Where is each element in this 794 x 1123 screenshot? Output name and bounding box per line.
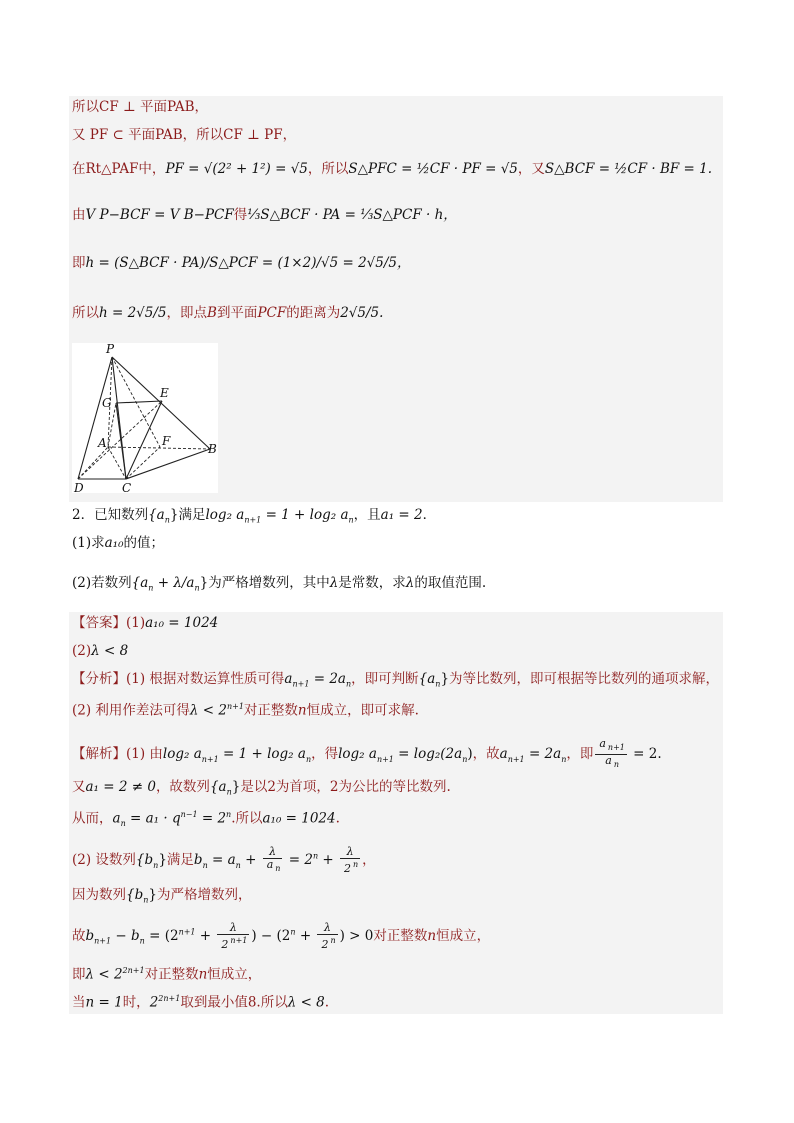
solution-line-2 xyxy=(72,778,451,802)
subscript: n+1 xyxy=(292,679,310,689)
formula: ) − (2 xyxy=(251,927,291,944)
formula: λ < 2 xyxy=(189,702,227,719)
text: 对正整数 xyxy=(144,966,199,983)
answer-tag: 【答案】 xyxy=(72,615,126,631)
fraction xyxy=(263,846,283,875)
subscript: n xyxy=(148,583,154,593)
numerator: λ xyxy=(340,846,360,859)
formula: } xyxy=(148,887,157,903)
formula: {a xyxy=(418,671,436,687)
pyramid-diagram xyxy=(72,343,218,493)
superscript: 2n+1 xyxy=(122,966,145,975)
solution-line-1 xyxy=(72,738,662,771)
formula: ) > 0 xyxy=(339,927,374,944)
subscript: n xyxy=(120,819,126,829)
subscript: n xyxy=(348,515,354,525)
superscript: n xyxy=(226,810,232,819)
numerator: λ xyxy=(217,922,249,935)
formula: log₂ a xyxy=(338,746,377,763)
subscript: n+1 xyxy=(507,754,525,764)
proof-line-6 xyxy=(72,304,383,322)
subscript: n xyxy=(561,754,567,764)
formula: = 1 + log₂ a xyxy=(261,507,349,523)
formula: = (2 xyxy=(144,927,179,944)
superscript: n+1 xyxy=(178,927,196,937)
text: 2 xyxy=(321,937,329,951)
formula: 2√5/5. xyxy=(340,305,384,321)
text: ，即可判断 xyxy=(351,671,419,687)
analysis-line-1 xyxy=(72,670,719,694)
text: }满足 xyxy=(169,507,206,523)
text: ，即 xyxy=(566,746,594,763)
label-G: G xyxy=(102,396,112,410)
symbol: λ xyxy=(329,575,339,591)
subscript: n xyxy=(275,864,281,874)
formula: = log₂(2a xyxy=(393,746,463,763)
superscript: n xyxy=(330,936,336,945)
solution-line-3 xyxy=(72,806,340,833)
text: 得 xyxy=(233,207,248,223)
proof-line-3 xyxy=(72,160,712,178)
label-A: A xyxy=(98,436,107,450)
text: 2 xyxy=(344,861,351,875)
subscript: n xyxy=(613,760,619,770)
fraction xyxy=(340,846,360,875)
formula: 2 xyxy=(149,994,159,1011)
text: 因为数列 xyxy=(72,887,126,903)
point-label: B xyxy=(207,305,217,321)
subscript: n xyxy=(462,754,468,764)
subscript: n xyxy=(435,679,441,689)
text: a xyxy=(266,858,274,871)
formula: {b xyxy=(126,887,144,903)
formula: ⅓S△BCF · PA = ⅓S△PCF · h， xyxy=(247,207,457,223)
subscript: n xyxy=(226,787,232,797)
text: ，得 xyxy=(311,746,339,763)
text: 2 xyxy=(221,937,229,951)
text: ，所以 xyxy=(307,161,349,177)
text: 恒成立， xyxy=(436,927,491,944)
proof-line-5 xyxy=(72,254,411,272)
formula: = 2a xyxy=(309,671,346,687)
text: . xyxy=(335,810,340,827)
symbol: n xyxy=(297,702,307,719)
label-E: E xyxy=(160,386,169,400)
superscript: n−1 xyxy=(180,810,198,819)
formula: − b xyxy=(111,927,140,944)
solution-tag: 【解析】 xyxy=(72,746,126,763)
text: (2)若数列 xyxy=(72,575,132,591)
subscript: n xyxy=(164,515,170,525)
subscript: n+1 xyxy=(201,754,219,764)
formula: = 2a xyxy=(524,746,562,763)
formula: {a xyxy=(148,507,165,523)
text: ，且 xyxy=(353,507,381,523)
text: 时， xyxy=(122,994,150,1011)
text: (2) 利用作差法可得 xyxy=(72,702,190,719)
formula: {a xyxy=(209,779,227,795)
superscript: n xyxy=(312,851,319,861)
formula: λ < 2 xyxy=(85,966,123,983)
text: 为等比数列，即可根据等比数列的通项求解， xyxy=(449,671,720,687)
subscript: n xyxy=(143,895,149,905)
formula: V P−BCF = V B−PCF xyxy=(85,207,234,223)
analysis-line-2 xyxy=(72,698,419,720)
text: 即 xyxy=(72,255,86,271)
text: (1) 由 xyxy=(126,746,163,763)
text: 为严格增数列，其中 xyxy=(208,575,330,591)
numerator: λ xyxy=(317,922,337,935)
formula: a₁ = 2 ≠ 0 xyxy=(85,779,156,795)
solution-line-6 xyxy=(72,922,490,951)
text: 恒成立，即可求解. xyxy=(306,702,419,719)
text: 到平面 xyxy=(216,305,258,321)
subscript: n+1 xyxy=(94,936,112,946)
formula: + xyxy=(240,852,261,869)
text: 的取值范围. xyxy=(414,575,487,591)
formula: + xyxy=(195,927,216,944)
label-P: P xyxy=(106,343,115,356)
subscript: n xyxy=(153,860,159,870)
formula: } xyxy=(231,779,241,795)
formula: = 2. xyxy=(628,746,662,763)
text: 在Rt△PAF中， xyxy=(72,161,166,177)
formula: = 1 + log₂ a xyxy=(218,746,306,763)
solution-line-7 xyxy=(72,962,261,984)
formula: = a xyxy=(207,852,236,869)
label-D: D xyxy=(74,481,84,493)
formula: n = 1 xyxy=(85,994,123,1011)
formula: ) xyxy=(467,746,473,763)
text: 是以2为首项，2为公比的等比数列. xyxy=(240,779,451,795)
text: ， xyxy=(362,852,376,869)
proof-line-2 xyxy=(72,126,296,144)
formula: a xyxy=(499,746,508,763)
text: 的值； xyxy=(123,535,164,551)
fraction xyxy=(595,738,627,771)
fraction xyxy=(217,922,249,951)
formula: + λ/a xyxy=(153,575,195,591)
label-B: B xyxy=(208,442,217,456)
text: 恒成立， xyxy=(207,966,262,983)
text: (2) 设数列 xyxy=(72,852,136,869)
question-stem xyxy=(72,506,436,530)
answer-line-1 xyxy=(72,614,218,632)
pyramid-figure xyxy=(72,343,218,493)
superscript: n xyxy=(353,860,359,870)
symbol: n xyxy=(198,966,208,983)
subscript: n+1 xyxy=(607,743,625,753)
proof-line-1 xyxy=(72,98,208,116)
formula: log₂ a xyxy=(162,746,202,763)
formula: a₁ = 2 xyxy=(380,507,423,523)
text: 是常数，求 xyxy=(338,575,406,591)
text: 所以CF ⊥ 平面PAB， xyxy=(72,99,208,115)
text: ，故 xyxy=(472,746,500,763)
text: (2) xyxy=(72,643,92,659)
formula: log₂ a xyxy=(205,507,245,523)
text: 当 xyxy=(72,994,86,1011)
text: 所以 xyxy=(72,305,99,321)
formula: = 2 xyxy=(197,810,227,827)
text: (1) 根据对数运算性质可得 xyxy=(126,671,285,687)
solution-line-4 xyxy=(72,846,376,875)
formula: a xyxy=(112,810,121,827)
text: a xyxy=(605,754,612,768)
formula: a₁₀ = 1024 xyxy=(145,615,219,631)
subscript: n+1 xyxy=(244,515,262,525)
text: 即 xyxy=(72,966,86,983)
text: 为严格增数列， xyxy=(156,887,252,903)
text: ，即点 xyxy=(166,305,208,321)
formula: h = (S△BCF · PA)/S△PCF = (1×2)/√5 = 2√5/5， xyxy=(85,255,411,271)
text: (1) xyxy=(126,615,146,631)
superscript: n xyxy=(290,927,296,937)
text: ，故数列 xyxy=(155,779,210,795)
text: 对正整数 xyxy=(373,927,428,944)
superscript: n+1 xyxy=(226,702,244,711)
text: .所以 xyxy=(231,810,263,827)
subscript: n xyxy=(202,860,208,870)
text: } xyxy=(199,575,209,591)
text: 2．已知数列 xyxy=(72,507,149,523)
formula: {b xyxy=(135,852,154,869)
text: ． xyxy=(422,507,437,523)
text: 对正整数 xyxy=(243,702,298,719)
formula: } xyxy=(440,671,450,687)
text: 取到最小值8.所以 xyxy=(180,994,288,1011)
formula: λ < 8 xyxy=(287,994,325,1011)
fraction xyxy=(317,922,337,951)
label-F: F xyxy=(162,434,171,448)
subscript: n+1 xyxy=(376,754,394,764)
formula: + xyxy=(318,852,338,869)
formula: S△PFC = ½CF · PF = √5 xyxy=(348,161,518,177)
text: ，又 xyxy=(517,161,545,177)
formula: b xyxy=(193,852,203,869)
subscript: n xyxy=(139,936,145,946)
formula: a₁₀ xyxy=(104,535,124,551)
question-part-1 xyxy=(72,534,164,552)
text: 满足 xyxy=(166,852,194,869)
formula: PF = √(2² + 1²) = √5 xyxy=(165,161,308,177)
formula: h = 2√5/5 xyxy=(99,305,167,321)
proof-line-4 xyxy=(72,206,457,224)
text: 由 xyxy=(72,207,86,223)
subscript: n xyxy=(235,860,241,870)
formula: + xyxy=(295,927,316,944)
solution-line-5 xyxy=(72,886,251,910)
text: 又 PF ⊂ 平面PAB，所以CF ⊥ PF， xyxy=(72,127,297,143)
text: 从而， xyxy=(72,810,113,827)
formula: } xyxy=(158,852,167,869)
superscript: 2n+1 xyxy=(158,994,181,1003)
formula: a xyxy=(284,671,293,687)
text: 又 xyxy=(72,779,86,795)
text: (1)求 xyxy=(72,535,105,551)
symbol: λ xyxy=(405,575,415,591)
subscript: n xyxy=(345,679,352,689)
text: a xyxy=(599,737,606,750)
analysis-tag: 【分析】 xyxy=(72,671,126,687)
superscript: n+1 xyxy=(230,936,248,945)
formula: b xyxy=(85,927,95,944)
subscript: n xyxy=(305,754,312,764)
formula: S△BCF = ½CF · BF = 1. xyxy=(544,161,713,177)
text: 的距离为 xyxy=(286,305,341,321)
text: 故 xyxy=(72,927,86,944)
formula: {a xyxy=(131,575,149,591)
label-C: C xyxy=(122,481,132,493)
question-part-2 xyxy=(72,574,486,598)
formula: = 2 xyxy=(284,852,313,869)
formula: λ < 8 xyxy=(91,643,129,659)
subscript: n xyxy=(194,583,200,593)
symbol: n xyxy=(427,927,437,944)
solution-line-8 xyxy=(72,990,329,1012)
numerator: λ xyxy=(263,846,283,859)
plane-label: PCF xyxy=(257,305,287,321)
answer-line-2 xyxy=(72,642,128,660)
formula: a₁₀ = 1024 xyxy=(262,810,336,827)
formula: = a₁ · q xyxy=(125,810,181,827)
text: . xyxy=(324,994,330,1011)
